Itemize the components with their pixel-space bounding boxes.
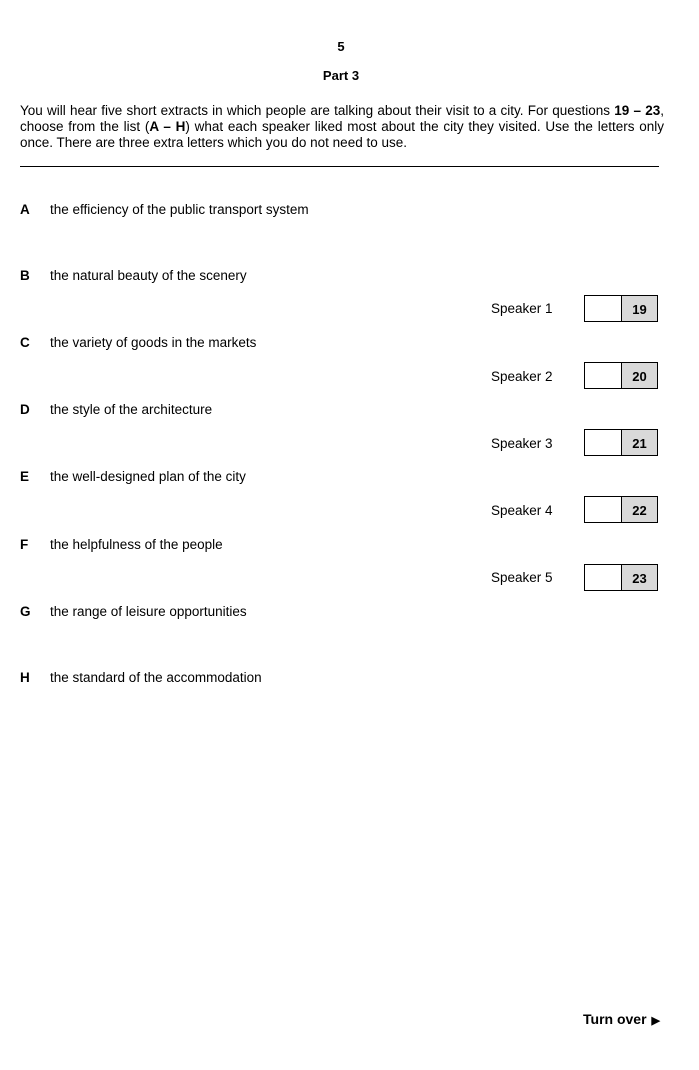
turn-over [583,1011,660,1027]
option-c [20,335,256,351]
option-g [20,604,247,620]
option-b [20,268,247,284]
question-number-20: 20 [621,362,658,389]
speaker-5-answer-box[interactable] [584,564,621,591]
instructions-text-1: You will hear five short extracts in which people are talking about their visit to a city. For questions [20,103,615,118]
divider [20,166,659,167]
option-text: the range of leisure opportunities [50,604,247,619]
option-letter: E [20,469,30,484]
option-letter: A [20,202,30,217]
option-letter: C [20,335,30,350]
option-text: the helpfulness of the people [50,537,223,552]
option-d [20,402,212,418]
part-title: Part 3 [322,68,360,83]
question-number-22: 22 [621,496,658,523]
question-number-21: 21 [621,429,658,456]
option-letter: D [20,402,30,417]
option-f [20,537,223,553]
option-text: the style of the architecture [50,402,213,417]
speaker-2-answer-box[interactable] [584,362,621,389]
question-number-23: 23 [621,564,658,591]
speaker-4-label: Speaker 4 [491,503,553,518]
speaker-2-label: Speaker 2 [491,369,553,384]
instructions-text-2: , choose from the list ( [20,103,664,134]
question-number-19: 19 [621,295,658,322]
option-text: the standard of the accommodation [50,670,262,685]
instructions [20,103,664,151]
speaker-5-label: Speaker 5 [491,570,553,585]
speaker-1-answer-box[interactable] [584,295,621,322]
option-letter: G [20,604,31,619]
option-h [20,670,262,686]
speaker-4-answer-box[interactable] [584,496,621,523]
option-text: the well-designed plan of the city [50,469,246,484]
right-triangle-icon: ▶ [651,1015,660,1027]
instructions-letter-range: A – H [149,119,186,134]
option-text: the natural beauty of the scenery [50,268,247,283]
option-letter: F [20,537,29,552]
turn-over-label: Turn over [583,1011,647,1027]
page-number: 5 [337,39,345,54]
instructions-text-3: ) what each speaker liked most about the city they visited. Use the letters only once. There are three extra letters which you do not need to use. [20,119,664,150]
speaker-1-label: Speaker 1 [491,301,553,316]
option-text: the variety of goods in the markets [50,335,257,350]
option-letter: H [20,670,30,685]
instructions-question-range: 19 – 23 [614,103,661,118]
speaker-3-answer-box[interactable] [584,429,621,456]
option-e [20,469,246,485]
option-text: the efficiency of the public transport system [50,202,309,217]
option-letter: B [20,268,30,283]
option-a [20,202,309,218]
speaker-3-label: Speaker 3 [491,436,553,451]
